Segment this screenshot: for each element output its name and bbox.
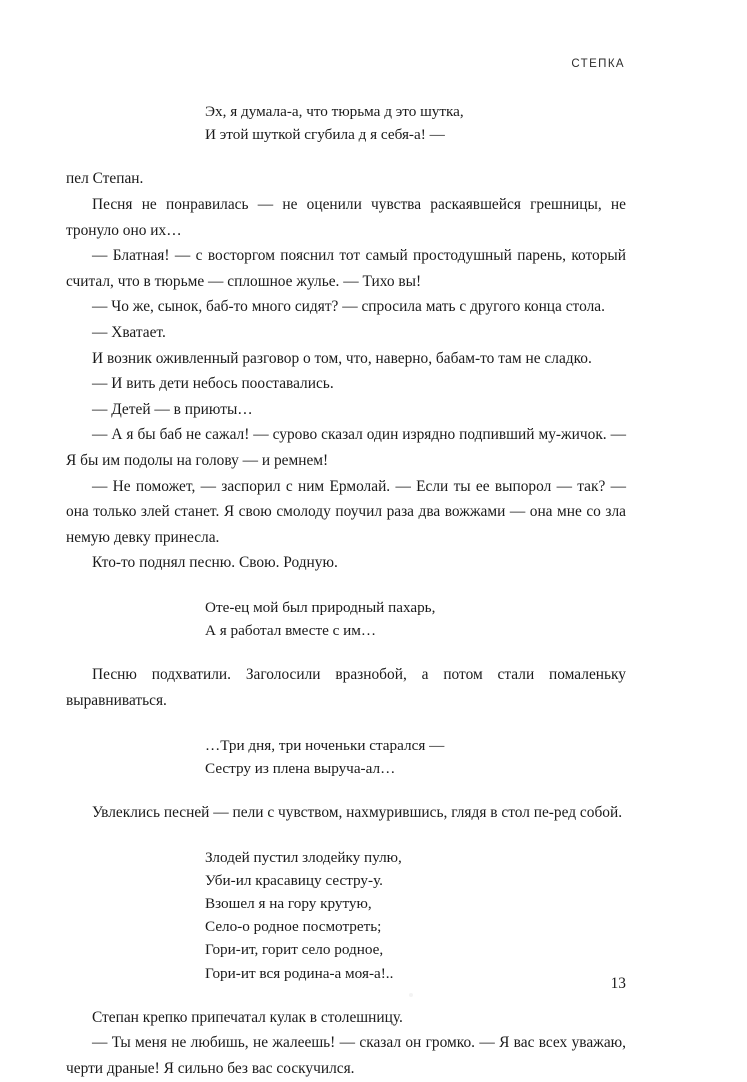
paragraph: Кто-то поднял песню. Свою. Родную. <box>92 554 338 572</box>
verse-line: Оте-ец мой был природный пахарь, <box>205 598 436 616</box>
verse-line: Эх, я думала-а, что тюрьма д это шутка, <box>205 103 464 120</box>
spacer <box>66 780 626 800</box>
page-number: 13 <box>610 975 626 992</box>
text-column <box>66 100 626 1082</box>
paragraph: пел Степан. <box>66 170 144 188</box>
paragraph: — Не поможет, — заспорил с ним Ермолай. — Если ты ее выпорол — так? — она только злей станет. Я свою смолоду поучил раза два вожжами — она мне со зла немую девку принесла. <box>66 477 626 546</box>
paragraph: — Хватает. <box>92 323 166 341</box>
paragraph: Степан крепко припечатал кулак в столешницу. <box>92 1008 403 1026</box>
running-head: СТЕПКА <box>571 58 625 70</box>
paragraph: И возник оживленный разговор о том, что, наверно, бабам-то там не сладко. <box>92 349 592 367</box>
verse-line: И этой шуткой сгубила д я себя-а! — <box>205 126 445 144</box>
paragraph: — Ты меня не любишь, не жалеешь! — сказал он громко. — Я вас всех уважаю, черти драные! Я сильно без вас соскучился. <box>66 1034 626 1077</box>
verse-line: А я работал вместе с им… <box>205 622 377 640</box>
spacer <box>66 576 626 596</box>
spacer <box>66 146 626 166</box>
spacer <box>66 714 626 734</box>
paragraph: — И вить дети небось пооставались. <box>92 375 334 393</box>
scan-artifact <box>409 993 413 997</box>
paragraph: — Чо же, сынок, баб-то много сидят? — спросила мать с другого конца стола. <box>92 298 605 316</box>
paragraph: — Блатная! — с восторгом пояснил тот самый простодушный парень, который считал, что в тюрьме — сплошное жулье. — Тихо вы! <box>66 247 626 290</box>
verse-line: Гори-ит вся родина-а моя-а!.. <box>205 964 394 982</box>
verse-line: Гори-ит, горит село родное, <box>205 941 384 959</box>
paragraph: Песня не понравилась — не оценили чувства раскаявшейся грешницы, не тронуло оно их… <box>66 196 626 239</box>
verse-block-4 <box>66 846 626 985</box>
verse-block-3 <box>66 734 626 780</box>
verse-line: …Три дня, три ноченьки старался — <box>205 736 445 754</box>
verse-block-2 <box>66 596 626 642</box>
paragraph: Увлеклись песней — пели с чувством, нахмурившись, глядя в стол пе-ред собой. <box>92 803 623 821</box>
verse-line: Взошел я на гору крутую, <box>205 894 372 912</box>
verse-line: Село-о родное посмотреть; <box>205 918 382 936</box>
verse-line: Уби-ил красавицу сестру-у. <box>205 871 383 889</box>
verse-line: Сестру из плена выруча-ал… <box>205 759 396 777</box>
paragraph: Песню подхватили. Заголосили вразнобой, а потом стали помаленьку выравниваться. <box>66 666 626 709</box>
paragraph: — А я бы баб не сажал! — сурово сказал один изрядно подпивший му-жичок. — Я бы им подолы на голову — и ремнем! <box>66 426 626 469</box>
paragraph: — Детей — в приюты… <box>92 400 253 418</box>
spacer <box>66 642 626 662</box>
verse-block-1 <box>66 100 626 146</box>
verse-line: Злодей пустил злодейку пулю, <box>205 848 402 866</box>
spacer <box>66 826 626 846</box>
